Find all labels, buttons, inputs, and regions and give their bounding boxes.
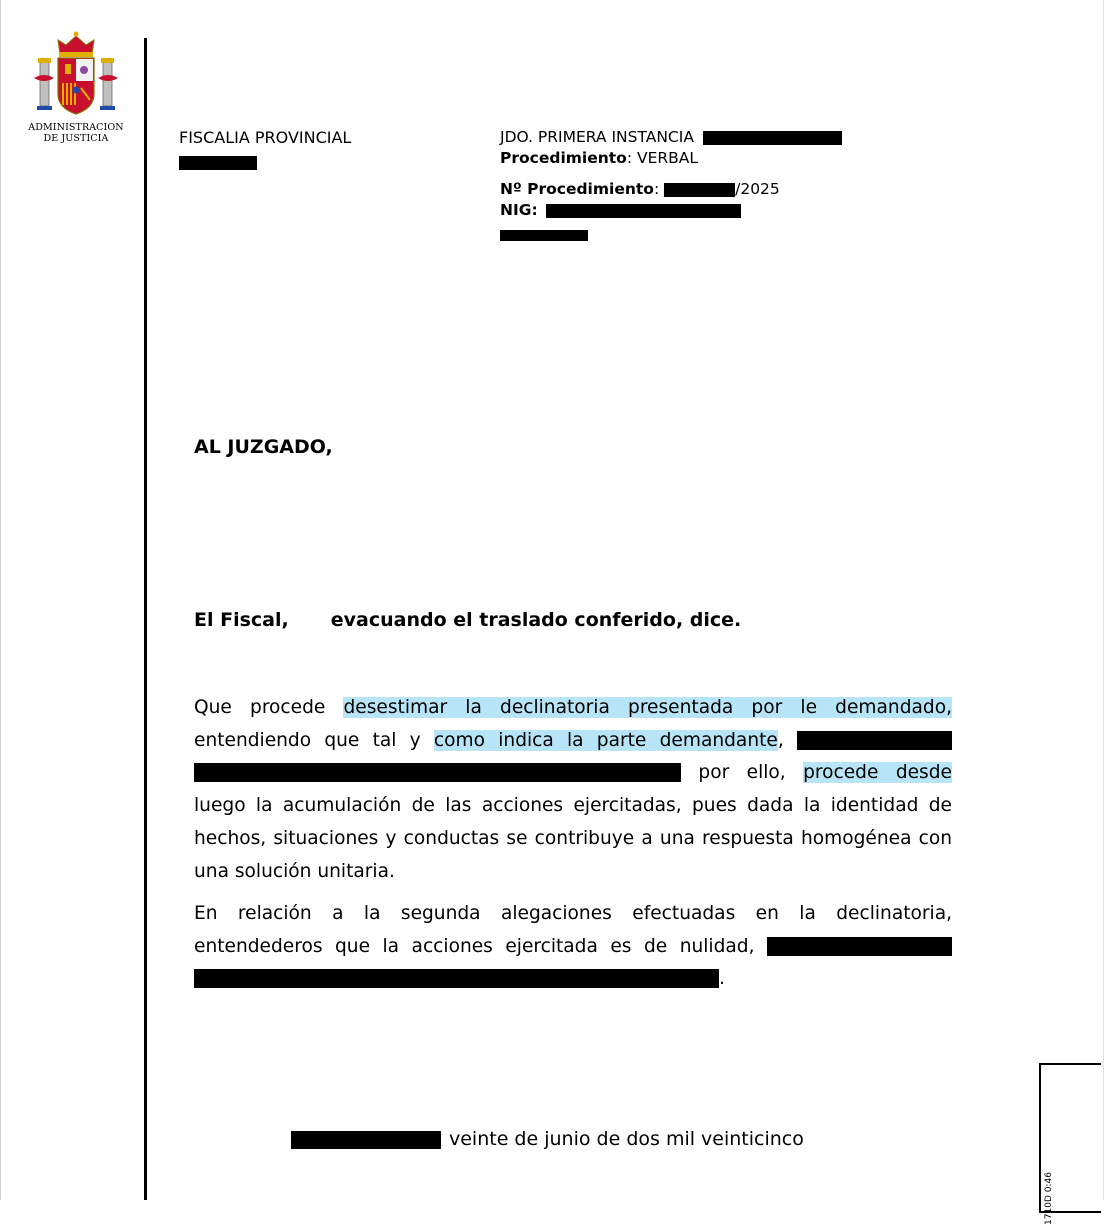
coat-of-arms-icon [32, 28, 120, 120]
procedure-value: VERBAL [637, 149, 699, 167]
procedure-label: Procedimiento [500, 149, 627, 167]
procedure-number-year: /2025 [735, 180, 780, 198]
redacted-passage-1a [797, 731, 952, 750]
redacted-office-location [179, 156, 257, 170]
procedure-line [500, 148, 842, 169]
redacted-court-id [703, 131, 842, 145]
header-left-block [179, 127, 351, 172]
p2-text-2: . [719, 968, 725, 990]
redacted-passage-2a [767, 937, 952, 956]
redacted-procedure-number [664, 183, 735, 197]
intro-predicate: evacuando el traslado conferido, dice. [330, 609, 742, 631]
redacted-passage-1b [194, 763, 681, 782]
redacted-nig [546, 204, 741, 218]
p1-text-2: entendiendo que tal y [194, 729, 434, 751]
page-left-edge [0, 0, 1, 1200]
p1-text-3: , [777, 729, 797, 751]
verification-code [1044, 1172, 1054, 1225]
header-right-block [500, 127, 842, 246]
paragraph-2 [194, 898, 952, 996]
procedure-number-line [500, 179, 842, 200]
p1-text-5: luego la acumulación de las acciones ejercitadas, pues dada la identidad de hechos, situaciones y conductas se contribuye a una respuesta homogénea con una solución unitaria. [194, 795, 952, 882]
redacted-place [291, 1131, 441, 1149]
court-line [500, 127, 842, 148]
justice-crest-logo [26, 28, 126, 144]
salutation: AL JUZGADO, [194, 436, 333, 458]
crest-caption-line1: ADMINISTRACION [28, 122, 124, 133]
signoff-date: veinte de junio de dos mil veinticinco [449, 1128, 804, 1150]
nig-label: NIG: [500, 201, 538, 219]
redacted-nig-extra [500, 230, 588, 241]
intro-line [194, 609, 741, 631]
crest-caption-line2: DE JUSTICIA [43, 133, 109, 144]
crest-caption [26, 122, 126, 144]
intro-subject: El Fiscal, [194, 609, 289, 631]
procedure-number-separator: : [653, 180, 665, 198]
p2-text-1: En relación a la segunda alegaciones efectuadas en la declinatoria, entendederos que la acciones ejercitada es de nulidad, [194, 903, 952, 957]
office-name: FISCALIA PROVINCIAL [179, 128, 352, 147]
p1-text-1: Que procede [194, 697, 344, 718]
redacted-passage-2b [194, 969, 719, 988]
verification-code-line1: 1710D [1044, 1195, 1054, 1225]
nig-line [500, 200, 842, 221]
margin-rule [144, 38, 147, 1200]
p1-text-4: por ello, [698, 762, 804, 784]
p1-highlight-3: procede desde [803, 762, 952, 784]
p1-highlight-1: desestimar la declinatoria presentada por le demandado, [343, 697, 952, 718]
signoff-line [291, 1128, 804, 1150]
p1-highlight-2: como indica la parte demandante [433, 729, 778, 751]
procedure-separator: : [626, 149, 637, 167]
procedure-number-label: Nº Procedimiento [500, 180, 654, 198]
court-name: JDO. PRIMERA INSTANCIA [500, 128, 694, 146]
paragraph-1 [194, 692, 952, 888]
verification-code-line2: 0:46 [1044, 1172, 1054, 1193]
